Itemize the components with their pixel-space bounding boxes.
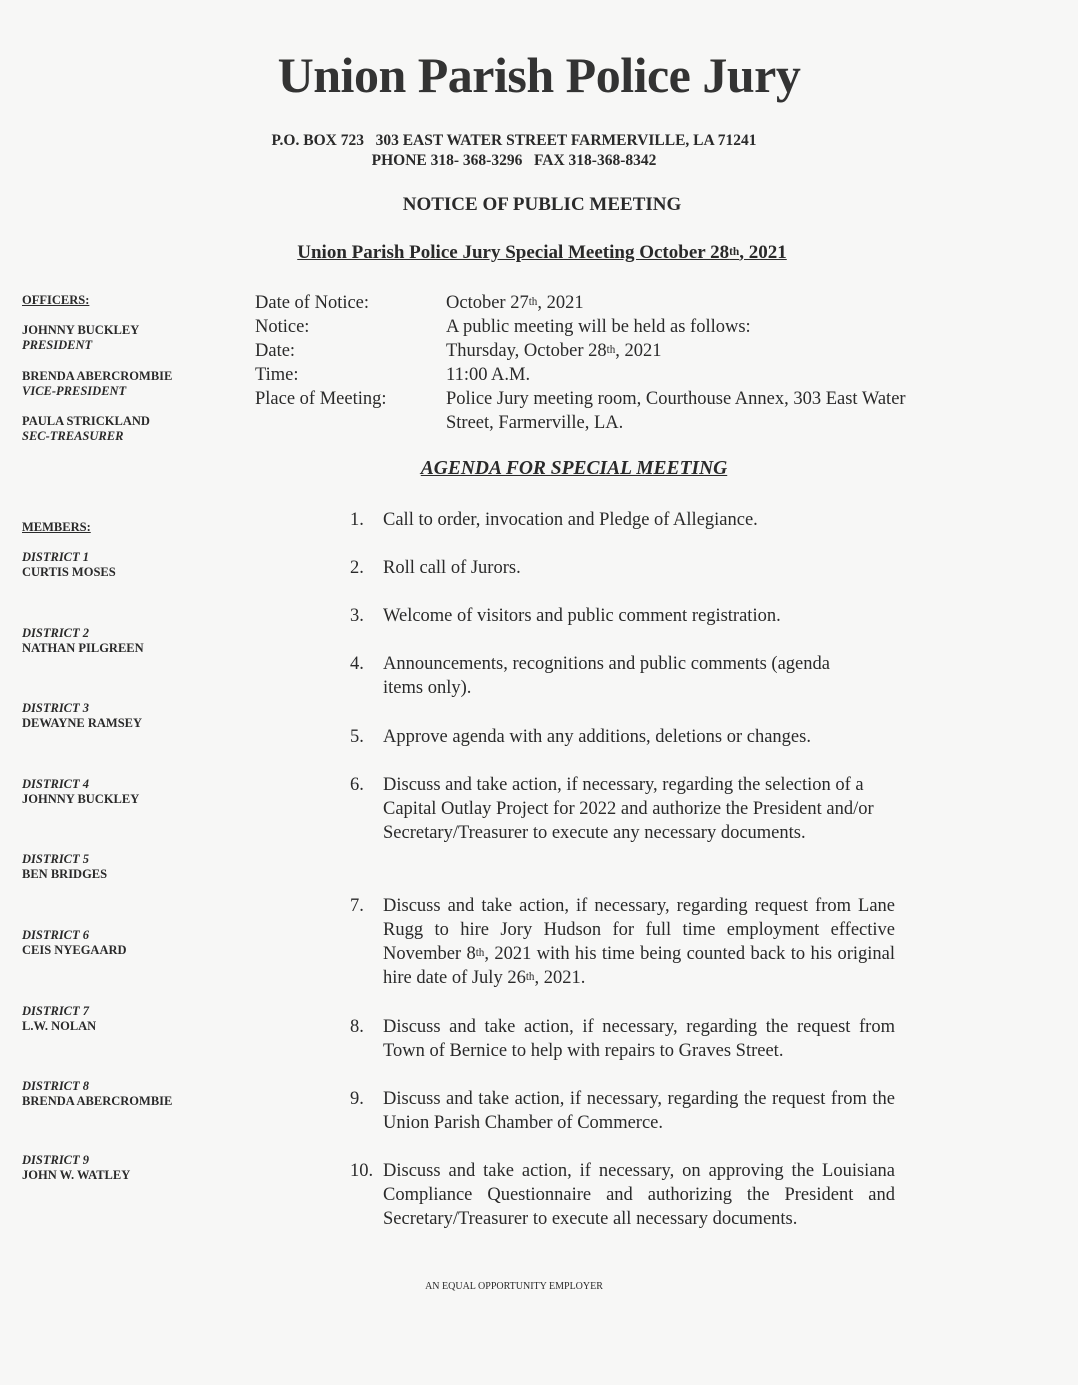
officer-entry xyxy=(22,323,139,353)
agenda-item xyxy=(350,894,895,990)
officer-entry xyxy=(22,369,172,399)
officer-name: BRENDA ABERCROMBIE xyxy=(22,369,173,383)
notice-heading: NOTICE OF PUBLIC MEETING xyxy=(402,194,682,215)
member-entry xyxy=(22,550,116,580)
officer-role: SEC-TREASURER xyxy=(22,429,124,443)
member-name: DEWAYNE RAMSEY xyxy=(22,716,143,730)
member-name: JOHNNY BUCKLEY xyxy=(22,792,140,806)
member-name: L.W. NOLAN xyxy=(22,1019,97,1033)
district-label: DISTRICT 2 xyxy=(22,626,90,640)
agenda-item-number: 9. xyxy=(350,1089,364,1109)
member-name: BRENDA ABERCROMBIE xyxy=(22,1094,173,1108)
agenda-item-text: Discuss and take action, if necessary, regarding the request from Town of Bernice to help with repairs to Graves Street. xyxy=(383,1017,895,1061)
officer-entry xyxy=(22,414,150,444)
district-label: DISTRICT 7 xyxy=(22,1004,90,1018)
agenda-item-text: Discuss and take action, if necessary, regarding the selection of a Capital Outlay Project for 2022 and authorize the President and/or Secretary/Treasurer to execute any necessary documents. xyxy=(383,775,874,843)
district-label: DISTRICT 6 xyxy=(22,928,90,942)
agenda-item xyxy=(350,1159,895,1231)
value-time: 11:00 A.M. xyxy=(446,365,531,385)
label-notice: Notice: xyxy=(255,317,310,337)
agenda-item-text: Announcements, recognitions and public comments (agenda items only). xyxy=(383,654,830,698)
officer-name: JOHNNY BUCKLEY xyxy=(22,323,140,337)
members-heading: MEMBERS: xyxy=(22,520,91,534)
agenda-item-number: 10. xyxy=(350,1161,374,1181)
member-entry xyxy=(22,626,144,656)
value-notice: A public meeting will be held as follows: xyxy=(446,317,751,337)
officer-role: VICE-PRESIDENT xyxy=(22,384,127,398)
district-label: DISTRICT 5 xyxy=(22,852,90,866)
label-place: Place of Meeting: xyxy=(255,389,387,409)
agenda-item-text: Call to order, invocation and Pledge of Allegiance. xyxy=(383,510,758,530)
agenda-item-text: Welcome of visitors and public comment registration. xyxy=(383,606,781,626)
district-label: DISTRICT 1 xyxy=(22,550,90,564)
agenda-item xyxy=(350,1087,895,1135)
agenda-item xyxy=(350,556,895,580)
agenda-item-number: 6. xyxy=(350,775,364,795)
label-date: Date: xyxy=(255,341,296,361)
label-date-of-notice: Date of Notice: xyxy=(255,293,370,313)
agenda-item xyxy=(350,773,895,845)
letterhead-title: Union Parish Police Jury xyxy=(277,47,801,103)
agenda-item-text: Discuss and take action, if necessary, regarding request from Lane Rugg to hire Jory Hudson for full time employment effective November 8th, 2021 with his time being counted back to his original hire date of July 26th, 2021. xyxy=(383,896,896,988)
member-entry xyxy=(22,852,107,882)
agenda-item xyxy=(350,652,895,700)
officer-name: PAULA STRICKLAND xyxy=(22,414,150,428)
member-name: JOHN W. WATLEY xyxy=(22,1168,131,1182)
agenda-item-number: 3. xyxy=(350,606,364,626)
agenda-heading: AGENDA FOR SPECIAL MEETING xyxy=(420,458,728,479)
member-entry xyxy=(22,1153,130,1183)
value-date-of-notice: October 27th, 2021 xyxy=(446,293,584,313)
officer-role: PRESIDENT xyxy=(22,338,93,352)
agenda-item-text: Discuss and take action, if necessary, on approving the Louisiana Compliance Questionnaire and authorizing the President and Secretary/Treasurer to execute all necessary documents. xyxy=(383,1161,895,1229)
agenda-item xyxy=(350,604,895,628)
agenda-item-number: 1. xyxy=(350,510,364,530)
agenda-item xyxy=(350,725,895,749)
member-entry xyxy=(22,1079,172,1109)
officers-heading: OFFICERS: xyxy=(22,293,90,307)
member-name: CURTIS MOSES xyxy=(22,565,116,579)
district-label: DISTRICT 9 xyxy=(22,1153,90,1167)
footer-text: AN EQUAL OPPORTUNITY EMPLOYER xyxy=(425,1281,603,1292)
member-name: CEIS NYEGAARD xyxy=(22,943,127,957)
district-label: DISTRICT 4 xyxy=(22,777,90,791)
agenda-item-number: 8. xyxy=(350,1017,364,1037)
member-entry xyxy=(22,1004,96,1034)
member-entry xyxy=(22,777,139,807)
member-entry xyxy=(22,701,142,731)
agenda-item-number: 5. xyxy=(350,727,364,747)
value-place: Police Jury meeting room, Courthouse Annex, 303 East Water Street, Farmerville, LA. xyxy=(446,389,906,433)
district-label: DISTRICT 3 xyxy=(22,701,90,715)
agenda-item xyxy=(350,508,895,532)
agenda-item-number: 2. xyxy=(350,558,364,578)
member-name: BEN BRIDGES xyxy=(22,867,108,881)
phone-fax-line: PHONE 318- 368-3296 FAX 318-368-8342 xyxy=(371,152,657,169)
member-name: NATHAN PILGREEN xyxy=(22,641,144,655)
agenda-item-number: 4. xyxy=(350,654,364,674)
agenda-item-text: Discuss and take action, if necessary, regarding the request from the Union Parish Chamber of Commerce. xyxy=(383,1089,895,1133)
notice-labels xyxy=(255,291,387,411)
district-label: DISTRICT 8 xyxy=(22,1079,90,1093)
agenda-item-text: Roll call of Jurors. xyxy=(383,558,521,578)
agenda-item xyxy=(350,1015,895,1063)
label-time: Time: xyxy=(255,365,299,385)
address-line: P.O. BOX 723 303 EAST WATER STREET FARMERVILLE, LA 71241 xyxy=(271,132,757,149)
member-entry xyxy=(22,928,127,958)
value-date: Thursday, October 28th, 2021 xyxy=(446,341,662,361)
meeting-heading: Union Parish Police Jury Special Meeting October 28th, 2021 xyxy=(297,242,787,263)
notice-values xyxy=(446,291,906,435)
agenda-item-text: Approve agenda with any additions, deletions or changes. xyxy=(383,727,811,747)
agenda-item-number: 7. xyxy=(350,896,364,916)
